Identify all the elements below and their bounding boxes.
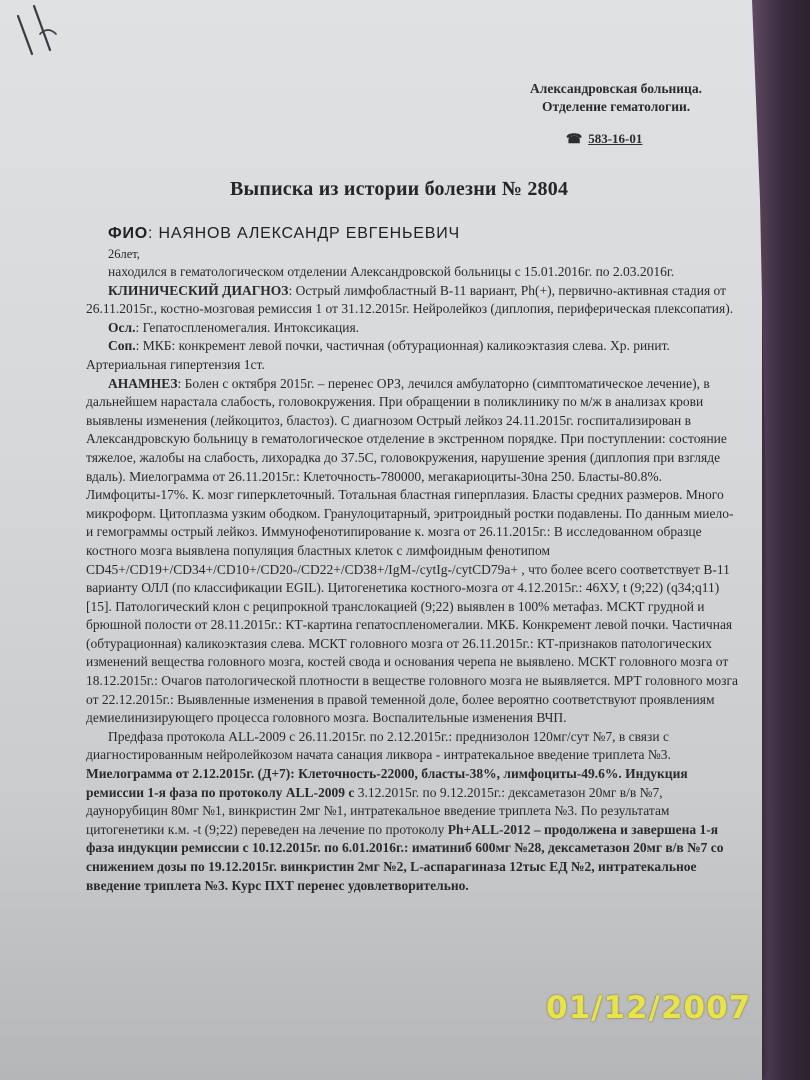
camera-date-stamp: 01/12/2007: [546, 990, 752, 1026]
phone-line: [566, 131, 642, 147]
complications-label: Осл.: [108, 319, 136, 335]
fio-value: : НАЯНОВ АЛЕКСАНДР ЕВГЕНЬЕВИЧ: [148, 225, 460, 242]
comorbidities-label: Соп.: [108, 338, 136, 354]
anamnesis: [86, 375, 741, 728]
clinical-diagnosis: [86, 282, 741, 319]
department-name: Отделение гематологии.: [542, 99, 691, 114]
hospital-header: [530, 80, 702, 116]
complications: [86, 319, 741, 338]
complications-text: : Гепатоспленомегалия. Интоксикация.: [135, 319, 360, 335]
treatment-text-c: 3.12.2015г. по 9.12.2015г.: дексаметазон 20мг в/в №7, даунорубицин 80мг №1, винкристин 2мг №1, интратекальное введение триплета №3. По результатам цитогенетики к.м. -t (9;22) переведен на лечение по протоколу: [86, 784, 670, 837]
phone-icon: ☎: [566, 131, 583, 146]
clinical-diagnosis-text: : Острый лимфобластный В-11 вариант, Ph(+), первично-активная стадия от 26.11.2015г., костно-мозговая ремиссия 1 от 31.12.2015г. Нейролейкоз (диплопия, периферическая плексопатия).: [86, 282, 734, 317]
treatment-text-b: Миелограмма от 2.12.2015г. (Д+7): Клеточность-22000, бласты-38%, лимфоциты-49.6%. Индукция ремиссии 1-я фаза по протоколу ALL-2009 с: [86, 766, 688, 800]
anamnesis-label: АНАМНЕЗ: [108, 375, 178, 391]
treatment-text-a: Предфаза протокола ALL-2009 с 26.11.2015г. по 2.12.2015г.: преднизолон 120мг/сут №7, в связи с диагностированным нейролейкозом начата санация ликвора - интратекальное введение триплета №3.: [86, 728, 671, 763]
treatment-text-d: Ph+ALL-2012 – продолжена и завершена 1-я фаза индукции ремиссии с 10.12.2015г. по 6.01.2016г.: иматиниб 600мг №28, дексаметазон 20мг в/в №7 со снижением дозы по 19.12.2015г. винкристин 2мг №2, L-аспарагиназа 12тыс ЕД №2, интратекальное введение триплета №3. Курс ПХТ перенес удовлетворительно.: [86, 821, 724, 893]
fio-label: ФИО: [108, 225, 149, 242]
comorbidities: [86, 337, 741, 374]
treatment: [86, 728, 741, 895]
hospital-name: Александровская больница.: [530, 81, 702, 96]
anamnesis-text: : Болен с октября 2015г. – перенес ОРЗ, лечился амбулаторно (симптоматическое лечение), в дальнейшем нарастала слабость, головокружения. При обращении в поликлинику по м/ж в анализах крови выявлены изменения (лейкоцитоз, бластоз). С диагнозом Острый лейкоз 24.11.2015г. госпитализирован в Александровскую больницу в гематологическое отделение в экстренном порядке. При поступлении: состояние тяжелое, жалобы на слабость, лихорадка до 37.5С, головокружения, нарушение зрения (диплопия при взгляде вдаль). Миелограмма от 26.11.2015г.: Клеточность-780000, мегакариоциты-30на 250. Бласты-80.8%. Лимфоциты-17%. К. мозг гиперклеточный. Тотальная бластная гиперплазия. Бласты средних размеров. Много микроформ. Цитоплазма узким ободком. Гранулоцитарный, эритроидный ростки подавлены. По данным миело- и гемограммы острый лейкоз. Иммунофенотипирование к. мозга от 26.11.2015г.: В исследованном образце костного мозга выявлена популяция бластных клеток с лимфоидным фенотипом CD45+/CD19+/CD34+/CD10+/CD20-/CD22+/CD38+/IgM-/cytIg-/cytCD79a+ , что более всего соответствует В-11 варианту ОЛЛ (по классификации EGIL). Цитогенетика костного-мозга от 4.12.2015г.: 46ХУ, t (9;22) (q34;q11) [15]. Патологический клон с реципрокной транслокацией (9;22) выявлен в 100% метафаз. МСКТ грудной и брюшной полости от 28.11.2015г.: КТ-картина гепатоспленомегалии. МКБ. Конкремент левой почки. Частичная (обтурационная) каликоэктазия слева. МСКТ головного мозга от 26.11.2015г.: КТ-признаков патологических изменений вещества головного мозга, костей свода и основания черепа не выявлено. МСКТ головного мозга от 18.12.2015г.: Очагов патологической плотности в веществе головного мозга не выявляется. МРТ головного мозга от 22.12.2015г.: Выявленные изменения в правой теменной доле, более вероятно соответствуют проявлениям демиелинизирующего процесса головного мозга. Воспалительные изменения ВЧП.: [86, 375, 739, 726]
phone-number: 583-16-01: [588, 131, 643, 146]
clinical-diagnosis-label: КЛИНИЧЕСКИЙ ДИАГНОЗ: [108, 282, 289, 298]
stay-period: находился в гематологическом отделении Александровской больницы с 15.01.2016г. по 2.03.2016г.: [108, 264, 675, 279]
handwritten-mark: [10, 4, 60, 56]
comorbidities-text: : МКБ: конкремент левой почки, частичная (обтурационная) каликоэктазия слева. Хр. ринит. Артериальная гипертензия 1ст.: [86, 338, 670, 372]
document-body: [86, 263, 741, 895]
patient-name-line: [108, 225, 460, 243]
patient-age: 26лет,: [108, 247, 140, 261]
document-title: Выписка из истории болезни № 2804: [230, 178, 569, 200]
